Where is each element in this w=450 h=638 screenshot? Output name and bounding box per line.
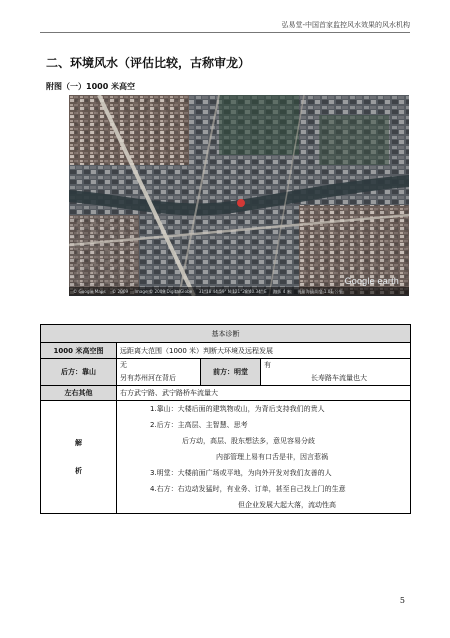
back-line: 另有苏州河在背后 [120,374,176,382]
attrib-coords: 31°18'44.59" N 121°28'40.34" E [198,289,267,294]
attrib-eye-altitude: 视角海拔高度 1.01 公里 [297,289,343,294]
row-value-front [261,359,411,386]
diagnosis-table [40,324,411,514]
map-attribution-bar [69,287,409,296]
analysis-line: 内部管理上易有口舌是非，因言惹祸 [216,453,328,461]
row-label-sides: 左右其他 [41,386,117,401]
row-label-front: 前方：明堂 [201,359,261,386]
row-label-back: 后方：靠山 [41,359,117,386]
table-row [41,359,411,386]
row-label-altitude: 1000 米高空图 [41,343,117,359]
back-line: 无 [120,361,127,369]
attrib-google: © Google Maps [73,289,106,294]
front-line: 长寿路车流量也大 [311,374,367,382]
analysis-content [117,401,411,514]
analysis-label-char: 析 [75,467,82,475]
attrib-year: © 2009 [111,289,129,294]
satellite-texture [69,95,409,296]
analysis-line: 3.明堂：大楼前面广场或平地，为向外开发对我们友善的人 [150,469,332,477]
table-title-row [41,325,411,343]
section-title: 二、环境风水（评估比较，古称审龙） [46,56,251,70]
row-value-altitude: 远距离大范围（1000 米）判断大环境及远程发展 [117,343,411,359]
analysis-line: 但企业发展大起大落，流动性高 [238,501,336,509]
attrib-image: Image © 2009 DigitalGlobe [134,289,193,294]
row-value-back [117,359,201,386]
map-watermark-logo: Google earth [344,276,399,286]
analysis-line: 4.右方：右边动发猛时，有业务、订单，甚至自己找上门的生意 [150,485,346,493]
table-title: 基本诊断 [41,325,411,343]
header-rule [40,32,410,33]
analysis-label-char: 解 [75,439,82,447]
attrib-altitude: 海拔 4 米 [273,289,291,294]
analysis-label [41,401,117,514]
table-row-analysis [41,401,411,514]
analysis-line: 1.靠山：大楼后面的建筑物或山，为背后支持我们的贵人 [150,405,325,413]
analysis-line: 后方动，高层、股东想法多，意见容易分歧 [182,437,315,445]
analysis-line: 2.后方：主高层、主智慧、思考 [150,421,248,429]
row-value-sides: 右方武宁路、武宁路桥车流量大 [117,386,411,401]
page-number: 5 [399,596,405,605]
satellite-map-image [69,95,409,296]
front-line: 有 [264,361,271,369]
figure-caption: 附图（一）1000 米高空 [46,82,136,91]
table-row [41,343,411,359]
table-row [41,386,411,401]
running-header: 弘易堂-中国首家监控风水效果的风水机构 [281,21,410,29]
